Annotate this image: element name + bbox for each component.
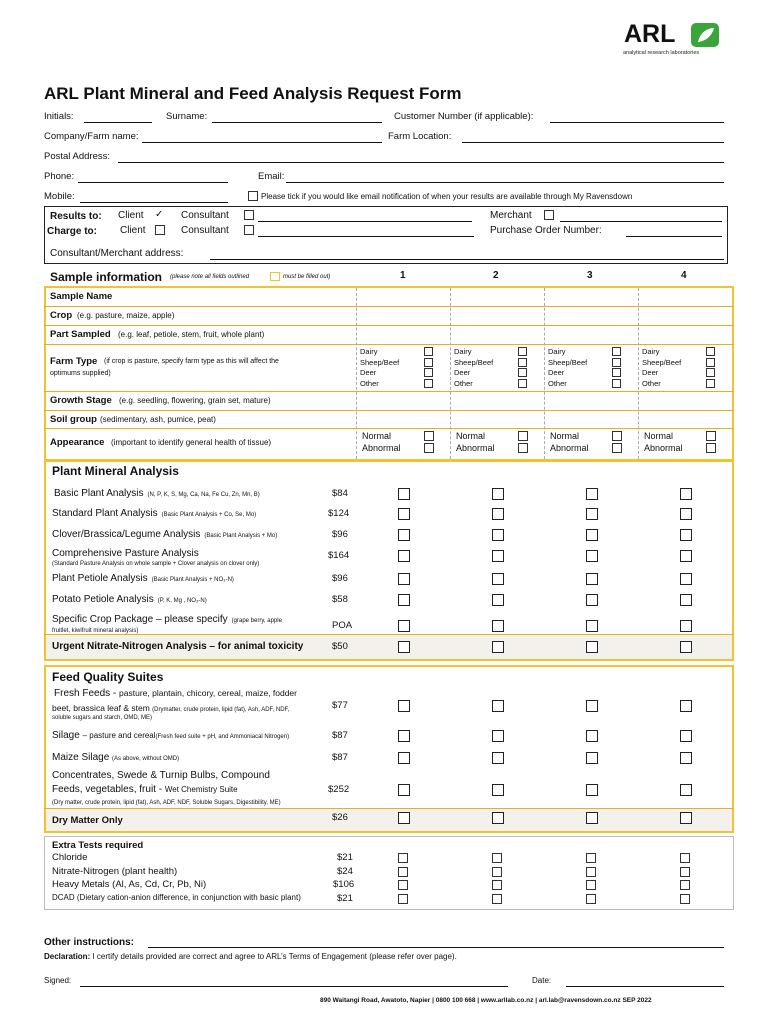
crop-label: Crop: [50, 310, 73, 321]
extra-test-checkbox[interactable]: [492, 894, 502, 904]
extra-test-name: DCAD (Dietary cation-anion difference, in conjunction with basic plant): [52, 892, 301, 902]
feed-checkbox[interactable]: [586, 700, 598, 712]
extra-test-name: Chloride: [52, 852, 88, 863]
extra-test-checkbox[interactable]: [398, 880, 408, 890]
phone-label: Phone:: [44, 171, 75, 182]
mineral-checkbox[interactable]: [398, 620, 410, 632]
maize-silage-price: $87: [332, 752, 348, 763]
mineral-checkbox[interactable]: [680, 488, 692, 500]
arl-logo: [624, 20, 724, 60]
farm-option-checkbox[interactable]: [518, 358, 527, 367]
postal-field[interactable]: [118, 162, 724, 163]
farm-type-label: Farm Type: [50, 356, 98, 367]
mineral-checkbox[interactable]: [586, 550, 598, 562]
results-to-label: Results to:: [50, 211, 102, 222]
farm-option-label: Deer: [642, 368, 659, 377]
purchase-order-label: Purchase Order Number:: [490, 225, 602, 236]
feed-checkbox[interactable]: [492, 730, 504, 742]
mineral-checkbox[interactable]: [586, 620, 598, 632]
email-notify-checkbox[interactable]: [248, 191, 258, 201]
appearance-option-label: Normal: [644, 431, 674, 441]
extra-tests-heading: Extra Tests required: [52, 840, 144, 851]
email-notify-label: Please tick if you would like email notification of when your results are available through My Ravensdown: [261, 192, 633, 201]
postal-label: Postal Address:: [44, 151, 111, 162]
mineral-checkbox[interactable]: [398, 573, 410, 585]
farm-option-checkbox[interactable]: [706, 358, 715, 367]
mineral-row-price: $164: [328, 550, 350, 561]
other-instructions-label: Other instructions:: [44, 937, 135, 948]
mineral-row-note: (Standard Pasture Analysis on whole sample + Clover analysis on clover only): [52, 561, 260, 567]
extra-test-checkbox[interactable]: [398, 853, 408, 863]
mineral-row-price: $84: [332, 488, 348, 499]
mineral-checkbox[interactable]: [492, 573, 504, 585]
company-field[interactable]: [142, 142, 382, 143]
concentrates-note2: (Dry matter, crude protein, lipid (fat), Ash, ADF, NDF, Soluble Sugars, Digestibility, ME): [52, 800, 281, 806]
merchant-label: Merchant: [490, 210, 532, 221]
note-outline-box: [270, 272, 280, 281]
appearance-option-label: Normal: [362, 431, 392, 441]
appearance-option-label: Abnormal: [550, 443, 589, 453]
surname-label: Surname:: [166, 111, 208, 122]
concentrates-price: $252: [328, 784, 350, 795]
appearance-label: Appearance: [50, 437, 105, 448]
extra-test-checkbox[interactable]: [586, 880, 596, 890]
growth-stage-label: Growth Stage: [50, 395, 112, 406]
farm-option-label: Other: [454, 378, 473, 388]
mineral-row-name: Urgent Nitrate-Nitrogen Analysis – for animal toxicity: [52, 641, 304, 652]
feed-checkbox[interactable]: [586, 812, 598, 824]
mineral-checkbox[interactable]: [492, 508, 504, 520]
farm-option-checkbox[interactable]: [518, 368, 527, 377]
mineral-checkbox[interactable]: [492, 641, 504, 653]
mineral-checkbox[interactable]: [680, 594, 692, 606]
appearance-option-checkbox[interactable]: [424, 443, 434, 453]
farm-option-label: Sheep/Beef: [454, 357, 494, 367]
farm-option-checkbox[interactable]: [706, 347, 715, 356]
mineral-checkbox[interactable]: [586, 508, 598, 520]
extra-test-price: $21: [337, 852, 353, 863]
mineral-row-name: Basic Plant Analysis (N, P, K, S, Mg, Ca, Na, Fe Cu, Zn, Mn, B): [54, 488, 260, 499]
customer-number-field[interactable]: [550, 122, 724, 123]
mineral-checkbox[interactable]: [398, 529, 410, 541]
mineral-checkbox[interactable]: [398, 488, 410, 500]
mineral-checkbox[interactable]: [586, 529, 598, 541]
appearance-note: (important to identify general health of tissue): [111, 438, 272, 447]
feed-checkbox[interactable]: [586, 784, 598, 796]
extra-test-price: $24: [337, 865, 353, 877]
farm-type-note: (if crop is pasture, specify farm type as this will affect the: [104, 358, 279, 365]
farm-option-checkbox[interactable]: [612, 368, 621, 377]
mobile-label: Mobile:: [44, 191, 75, 202]
purchase-order-field[interactable]: [626, 236, 722, 237]
merchant-checkbox[interactable]: [544, 210, 554, 220]
soil-group-example: (sedimentary, ash, pumice, peat): [100, 415, 216, 424]
initials-label: Initials:: [44, 111, 74, 122]
concentrates-line2: Feeds, vegetables, fruit - Wet Chemistry Suite: [52, 784, 238, 795]
dry-matter-name: Dry Matter Only: [52, 815, 123, 826]
appearance-option-label: Abnormal: [644, 443, 683, 453]
logo-text: ARL: [624, 20, 676, 48]
farm-option-label: Dairy: [360, 347, 378, 356]
mineral-row-name: Specific Crop Package – please specify (grape berry, apple: [52, 614, 282, 625]
feed-checkbox[interactable]: [680, 752, 692, 764]
concentrates-name: Concentrates, Swede & Turnip Bulbs, Compound: [52, 770, 270, 781]
mineral-row-note-2: fruitlet, kiwifruit mineral analysis): [52, 628, 139, 634]
appearance-option-checkbox[interactable]: [424, 431, 434, 441]
soil-group-label: Soil group: [50, 414, 97, 425]
farm-option-label: Other: [548, 378, 567, 388]
farm-option-checkbox[interactable]: [424, 347, 433, 356]
feed-checkbox[interactable]: [680, 812, 692, 824]
farm-option-checkbox[interactable]: [706, 368, 715, 377]
farm-location-field[interactable]: [462, 142, 724, 143]
feed-checkbox[interactable]: [492, 812, 504, 824]
farm-option-checkbox[interactable]: [424, 358, 433, 367]
silage-price: $87: [332, 730, 348, 741]
silage-name: Silage – pasture and cereal(Fresh feed suite + pH, and Ammoniacal Nitrogen): [52, 730, 290, 741]
mineral-heading: Plant Mineral Analysis: [52, 464, 179, 478]
results-consultant-label: Consultant: [181, 210, 229, 221]
mineral-checkbox[interactable]: [398, 641, 410, 653]
appearance-option-label: Abnormal: [456, 443, 495, 453]
extra-test-checkbox[interactable]: [492, 880, 502, 890]
dry-matter-row-bg: [46, 809, 732, 831]
mineral-checkbox[interactable]: [586, 573, 598, 585]
mineral-row-price: $58: [332, 594, 348, 605]
extra-test-checkbox[interactable]: [680, 894, 690, 904]
farm-option-label: Sheep/Beef: [642, 357, 682, 367]
mineral-row-name: Comprehensive Pasture Analysis: [52, 548, 199, 559]
farm-option-label: Sheep/Beef: [548, 357, 588, 367]
customer-number-label: Customer Number (if applicable):: [394, 111, 534, 122]
farm-option-checkbox[interactable]: [612, 379, 621, 388]
footer-address: 890 Waitangi Road, Awatoto, Napier | 0800 100 668 | www.arllab.co.nz | arl.lab@ravensdown.co.nz SEP 2022: [320, 997, 652, 1004]
farm-option-label: Dairy: [642, 347, 660, 356]
mineral-row-price: $50: [332, 641, 348, 652]
extra-test-checkbox[interactable]: [398, 867, 408, 877]
farm-option-label: Sheep/Beef: [360, 357, 400, 367]
results-client-check[interactable]: ✓: [155, 209, 164, 220]
other-instructions-field[interactable]: [148, 947, 724, 948]
farm-option-label: Dairy: [548, 347, 566, 356]
mineral-row-price: $96: [332, 529, 348, 540]
part-sampled-example: (e.g. leaf, petiole, stem, fruit, whole plant): [118, 330, 265, 339]
mineral-checkbox[interactable]: [492, 488, 504, 500]
farm-option-checkbox[interactable]: [612, 358, 621, 367]
email-field[interactable]: [286, 182, 724, 183]
fresh-feeds-line2: beet, brassica leaf & stem (Drymatter, crude protein, lipid (fat), Ash, ADF, NDF,: [52, 703, 290, 713]
farm-option-checkbox[interactable]: [518, 379, 527, 388]
feed-checkbox[interactable]: [398, 812, 410, 824]
surname-field[interactable]: [212, 122, 382, 123]
extra-test-name: Heavy Metals (Al, As, Cd, Cr, Pb, Ni): [52, 879, 207, 890]
mineral-checkbox[interactable]: [680, 529, 692, 541]
mineral-row-name: Plant Petiole Analysis (Basic Plant Analysis + NO₃-N): [52, 573, 234, 584]
mineral-row-name: Potato Petiole Analysis (P, K, Mg , NO₃-N): [52, 594, 207, 605]
column-3: 3: [587, 270, 593, 281]
extra-test-checkbox[interactable]: [586, 894, 596, 904]
extra-test-checkbox[interactable]: [398, 894, 408, 904]
email-label: Email:: [258, 171, 285, 182]
charge-consultant-field[interactable]: [258, 236, 474, 237]
feed-heading: Feed Quality Suites: [52, 670, 164, 684]
mineral-checkbox[interactable]: [492, 620, 504, 632]
mineral-row-name: Clover/Brassica/Legume Analysis (Basic Plant Analysis + Mo): [52, 529, 278, 540]
feed-checkbox[interactable]: [398, 752, 410, 764]
column-2: 2: [493, 270, 499, 281]
merchant-field[interactable]: [560, 221, 722, 222]
farm-option-label: Other: [360, 378, 379, 388]
farm-option-label: Dairy: [454, 347, 472, 356]
feed-checkbox[interactable]: [398, 730, 410, 742]
phone-field[interactable]: [78, 182, 228, 183]
logo-subtitle: analytical research laboratories: [623, 50, 700, 56]
mineral-checkbox[interactable]: [586, 641, 598, 653]
sample-info-heading: Sample information: [50, 270, 163, 284]
declaration: Declaration: I certify details provided are correct and agree to ARL’s Terms of Engagement (please refer over page).: [44, 952, 457, 961]
appearance-option-label: Abnormal: [362, 443, 401, 453]
mineral-row-name: Standard Plant Analysis (Basic Plant Analysis + Co, Se, Mo): [52, 508, 257, 519]
mineral-checkbox[interactable]: [680, 641, 692, 653]
extra-test-checkbox[interactable]: [586, 867, 596, 877]
extra-test-checkbox[interactable]: [492, 867, 502, 877]
farm-location-label: Farm Location:: [388, 131, 452, 142]
feed-checkbox[interactable]: [680, 730, 692, 742]
feed-checkbox[interactable]: [398, 700, 410, 712]
mineral-checkbox[interactable]: [680, 620, 692, 632]
part-sampled-label: Part Sampled: [50, 329, 111, 340]
mineral-checkbox[interactable]: [586, 594, 598, 606]
appearance-option-checkbox[interactable]: [518, 431, 528, 441]
extra-test-checkbox[interactable]: [492, 853, 502, 863]
appearance-option-checkbox[interactable]: [706, 431, 716, 441]
extra-test-name: Nitrate-Nitrogen (plant health): [52, 865, 178, 877]
farm-option-checkbox[interactable]: [424, 379, 433, 388]
leaf-icon: [690, 22, 720, 48]
consultant-merchant-label: Consultant/Merchant address:: [50, 248, 184, 259]
date-field[interactable]: [566, 986, 724, 987]
sample-name-label: Sample Name: [50, 291, 113, 302]
signature-field[interactable]: [80, 986, 508, 987]
charge-consultant-checkbox[interactable]: [244, 225, 254, 235]
mineral-checkbox[interactable]: [680, 508, 692, 520]
farm-option-checkbox[interactable]: [612, 347, 621, 356]
charge-to-label: Charge to:: [47, 226, 97, 237]
mineral-checkbox[interactable]: [680, 550, 692, 562]
feed-checkbox[interactable]: [586, 730, 598, 742]
mineral-checkbox[interactable]: [492, 550, 504, 562]
maize-silage-name: Maize Silage (As above, without OMD): [52, 752, 180, 763]
column-1: 1: [400, 270, 406, 281]
feed-checkbox[interactable]: [586, 752, 598, 764]
feed-checkbox[interactable]: [492, 752, 504, 764]
mobile-field[interactable]: [80, 202, 228, 203]
mineral-checkbox[interactable]: [492, 594, 504, 606]
date-label: Date:: [532, 976, 552, 985]
farm-option-label: Deer: [360, 368, 377, 377]
farm-option-checkbox[interactable]: [424, 368, 433, 377]
consultant-merchant-field[interactable]: [210, 259, 724, 260]
appearance-option-checkbox[interactable]: [612, 443, 622, 453]
column-4: 4: [681, 270, 687, 281]
feed-checkbox[interactable]: [492, 784, 504, 796]
farm-option-label: Deer: [454, 368, 471, 377]
sample-info-note: (please note all fields outlined: [170, 274, 250, 280]
feed-checkbox[interactable]: [492, 700, 504, 712]
mineral-checkbox[interactable]: [398, 508, 410, 520]
appearance-option-label: Normal: [550, 431, 580, 441]
sample-info-note-2: must be filled out): [283, 274, 331, 280]
extra-test-checkbox[interactable]: [680, 853, 690, 863]
feed-checkbox[interactable]: [680, 700, 692, 712]
appearance-option-checkbox[interactable]: [612, 431, 622, 441]
signed-label: Signed:: [44, 976, 72, 985]
mineral-checkbox[interactable]: [398, 550, 410, 562]
page-title: ARL Plant Mineral and Feed Analysis Request Form: [44, 84, 462, 103]
fresh-feeds-price: $77: [332, 700, 348, 711]
farm-option-checkbox[interactable]: [706, 379, 715, 388]
dry-matter-price: $26: [332, 812, 348, 823]
results-consultant-field[interactable]: [258, 221, 472, 222]
charge-client-checkbox[interactable]: [155, 225, 165, 235]
mineral-row-price: $124: [328, 508, 350, 519]
extra-test-checkbox[interactable]: [680, 867, 690, 877]
appearance-option-label: Normal: [456, 431, 486, 441]
results-consultant-checkbox[interactable]: [244, 210, 254, 220]
appearance-option-checkbox[interactable]: [518, 443, 528, 453]
farm-type-note-2: optimums supplied): [50, 370, 111, 377]
feed-checkbox[interactable]: [398, 784, 410, 796]
mineral-checkbox[interactable]: [398, 594, 410, 606]
mineral-checkbox[interactable]: [586, 488, 598, 500]
farm-option-label: Other: [642, 378, 661, 388]
fresh-feeds-name: Fresh Feeds - pasture, plantain, chicory, cereal, maize, fodder: [54, 688, 297, 699]
results-client-label: Client: [118, 210, 144, 221]
farm-option-checkbox[interactable]: [518, 347, 527, 356]
mineral-checkbox[interactable]: [492, 529, 504, 541]
charge-consultant-label: Consultant: [181, 225, 229, 236]
mineral-row-price: POA: [332, 620, 353, 631]
extra-test-checkbox[interactable]: [586, 853, 596, 863]
crop-example: (e.g. pasture, maize, apple): [77, 311, 175, 320]
charge-client-label: Client: [120, 225, 146, 236]
initials-field[interactable]: [84, 122, 152, 123]
extra-test-checkbox[interactable]: [680, 880, 690, 890]
fresh-feeds-note2: soluble sugars and starch, OMD, ME): [52, 715, 153, 721]
mineral-checkbox[interactable]: [680, 573, 692, 585]
mineral-row-price: $96: [332, 573, 348, 584]
company-label: Company/Farm name:: [44, 131, 139, 142]
extra-test-price: $106: [333, 879, 355, 890]
extra-test-price: $21: [337, 892, 353, 904]
appearance-option-checkbox[interactable]: [706, 443, 716, 453]
farm-option-label: Deer: [548, 368, 565, 377]
growth-stage-example: (e.g. seedling, flowering, grain set, mature): [119, 396, 271, 405]
feed-checkbox[interactable]: [680, 784, 692, 796]
